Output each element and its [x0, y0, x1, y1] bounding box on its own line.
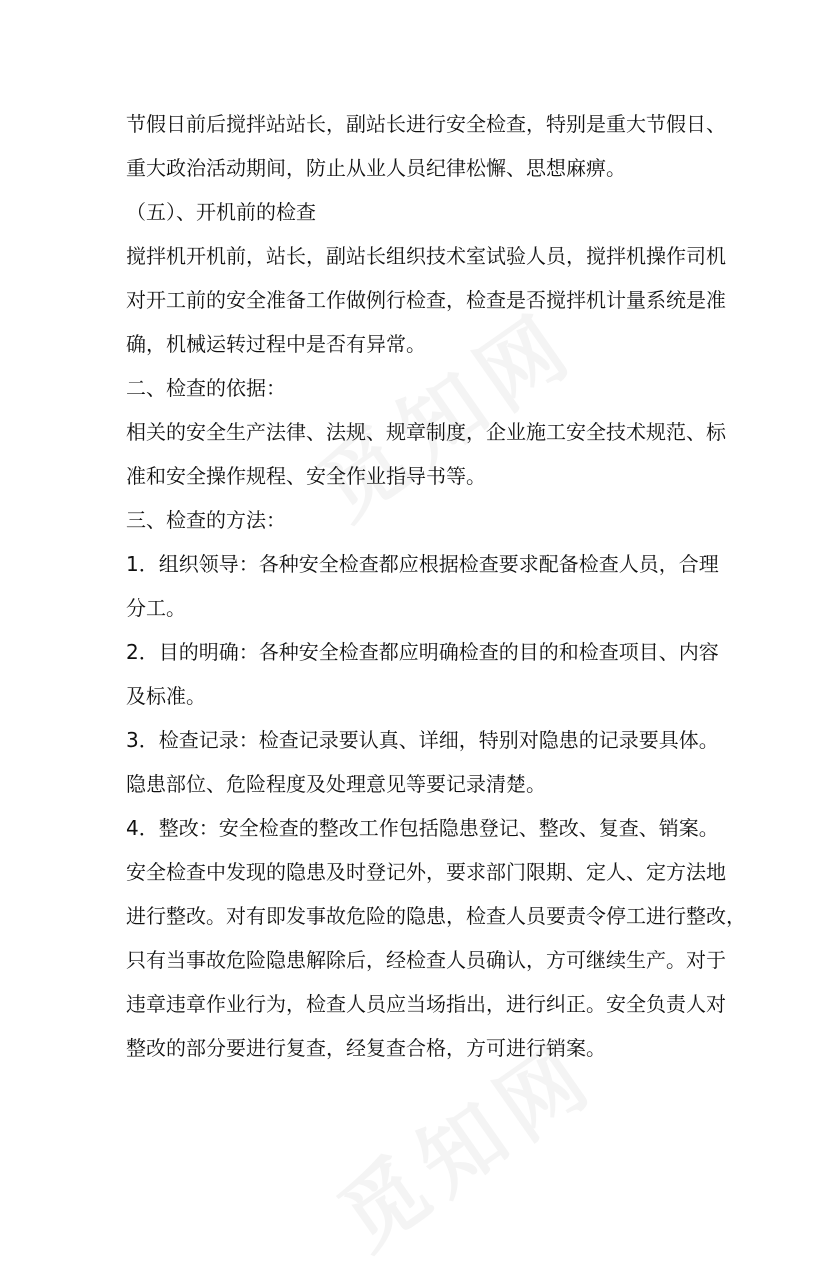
text-line: 隐患部位、危险程度及处理意见等要记录清楚。: [126, 772, 546, 796]
text-line: 相关的安全生产法律、法规、规章制度，企业施工安全技术规范、标: [126, 420, 726, 444]
text-line: 节假日前后搅拌站站长，副站长进行安全检查，特别是重大节假日、: [126, 112, 726, 136]
text-line: 1．组织领导：各种安全检查都应根据检查要求配备检查人员，合理: [126, 552, 719, 576]
section-heading: 二、检查的依据：: [126, 376, 286, 400]
text-line: 对开工前的安全准备工作做例行检查，检查是否搅拌机计量系统是准: [126, 288, 726, 312]
text-line: 整改的部分要进行复查，经复查合格，方可进行销案。: [126, 1036, 606, 1060]
text-line: 搅拌机开机前，站长，副站长组织技术室试验人员，搅拌机操作司机: [126, 244, 726, 268]
text-line: 确，机械运转过程中是否有异常。: [126, 332, 426, 356]
text-line: 分工。: [126, 596, 186, 620]
text-line: 违章违章作业行为，检查人员应当场指出，进行纠正。安全负责人对: [126, 992, 726, 1016]
section-heading: 三、检查的方法：: [126, 508, 286, 532]
document-body: [126, 102, 746, 1070]
text-line: 3．检查记录：检查记录要认真、详细，特别对隐患的记录要具体。: [126, 728, 719, 752]
text-line: 4．整改：安全检查的整改工作包括隐患登记、整改、复查、销案。: [126, 816, 719, 840]
section-heading: （五）、开机前的检查: [126, 200, 316, 224]
text-line: 只有当事故危险隐患解除后，经检查人员确认，方可继续生产。对于: [126, 948, 726, 972]
text-line: 进行整改。对有即发事故危险的隐患，检查人员要责令停工进行整改，: [126, 904, 746, 928]
text-line: 准和安全操作规程、安全作业指导书等。: [126, 464, 486, 488]
text-line: 安全检查中发现的隐患及时登记外，要求部门限期、定人、定方法地: [126, 860, 726, 884]
text-line: 2．目的明确：各种安全检查都应明确检查的目的和检查项目、内容: [126, 640, 719, 664]
text-line: 及标准。: [126, 684, 206, 708]
text-line: 重大政治活动期间，防止从业人员纪律松懈、思想麻痹。: [126, 156, 626, 180]
